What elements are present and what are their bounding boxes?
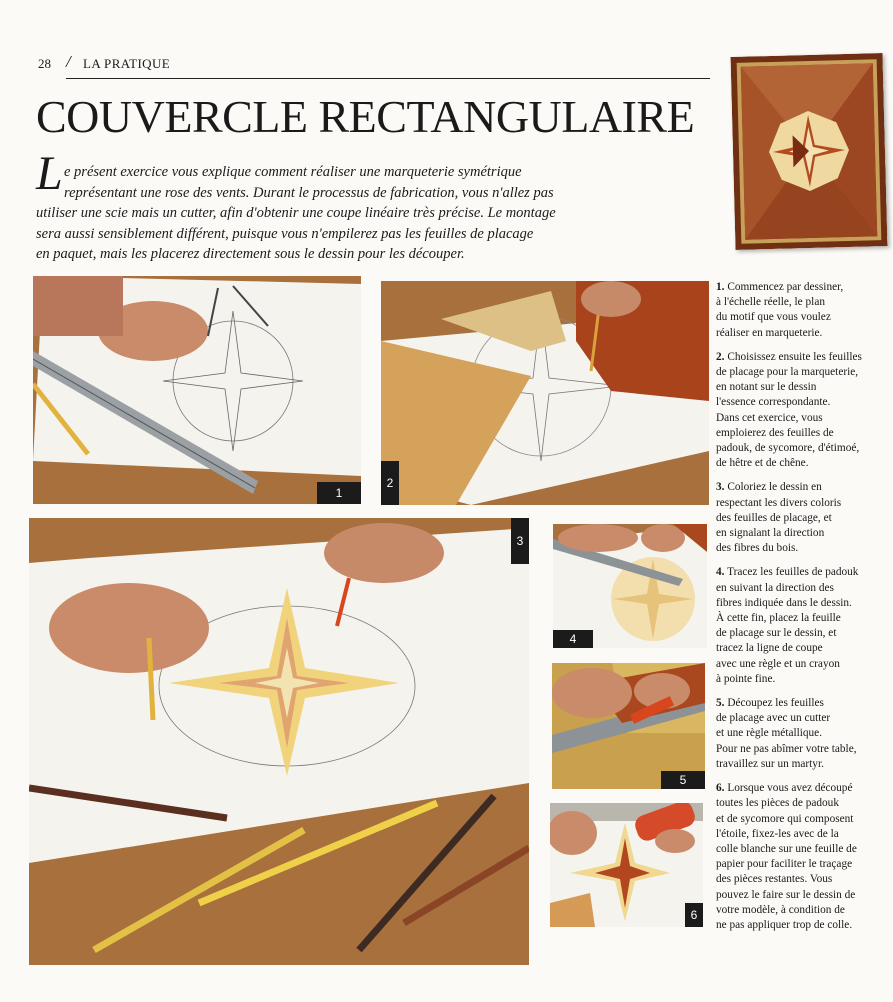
step-line: emploierez des feuilles de: [716, 426, 834, 439]
step-number: 1.: [716, 281, 725, 293]
intro-line: représentant une rose des vents. Durant le processus de fabrication, vous n'allez pas: [64, 184, 554, 201]
step-line: de hêtre et de chêne.: [716, 457, 809, 470]
step-line: travaillez sur un martyr.: [716, 757, 824, 770]
photo-number-tag: 6: [685, 903, 703, 927]
step-line: à l'échelle réelle, le plan: [716, 296, 825, 309]
step-3-photo: [29, 518, 529, 965]
photo-number-tag: 4: [553, 630, 593, 648]
step-line: de placage avec un cutter: [716, 712, 831, 725]
step-line: Dans cet exercice, vous: [716, 411, 823, 424]
step-line: respectant les divers coloris: [716, 496, 842, 509]
step-line: à pointe fine.: [716, 672, 776, 685]
step-line: fibres indiquée dans le dessin.: [716, 596, 852, 609]
step-line: colle blanche sur une feuille de: [716, 842, 857, 855]
intro-paragraph: [36, 162, 576, 265]
intro-line: sera aussi sensiblement différent, puisque vous n'empilerez pas les feuilles de placage: [36, 225, 534, 242]
step-line: Tracez les feuilles de padouk: [727, 566, 859, 579]
finished-box-photo: [730, 53, 887, 250]
step-number: 5.: [716, 697, 725, 710]
step-line: ne pas appliquer trop de colle.: [716, 918, 853, 931]
step-line: en signalant la direction: [716, 527, 825, 540]
steps-column: [716, 280, 886, 942]
section-label: LA PRATIQUE: [83, 56, 171, 71]
step-1: [716, 280, 886, 341]
step-2-photo: [381, 281, 709, 505]
intro-line: utiliser une scie mais un cutter, afin d'obtenir une coupe linéaire très précise. Le montage: [36, 205, 556, 221]
step-line: tracez la ligne de coupe: [716, 642, 823, 655]
intro-dropcap: L: [36, 147, 63, 200]
step-line: des feuilles de placage, et: [716, 511, 832, 524]
step-number: 2.: [716, 350, 725, 363]
step-line: des pièces restantes. Vous: [716, 873, 833, 886]
step-number: 3.: [716, 481, 725, 494]
step-line: de placage pour la marqueterie,: [716, 366, 859, 379]
photo-number-tag: 3: [511, 518, 529, 564]
step-4-photo: [553, 524, 707, 648]
photo-number-tag: 5: [661, 771, 705, 789]
step-6: [716, 781, 886, 933]
step-line: papier pour faciliter le traçage: [716, 858, 853, 871]
step-number: 4.: [716, 566, 725, 579]
page-title: COUVERCLE RECTANGULAIRE: [36, 91, 695, 142]
photo-number-tag: 1: [317, 482, 361, 504]
step-line: À cette fin, placez la feuille: [716, 612, 841, 625]
step-line: des fibres du bois.: [716, 542, 799, 555]
step-line: Découpez les feuilles: [727, 697, 824, 710]
step-line: l'essence correspondante.: [716, 396, 831, 409]
page-number: 28: [38, 56, 51, 71]
photo-number-tag: 2: [381, 461, 399, 505]
step-line: l'étoile, fixez-les avec de la: [716, 827, 839, 840]
intro-line: e présent exercice vous explique comment réaliser une marqueterie symétrique: [64, 164, 522, 180]
step-line: réaliser en marqueterie.: [716, 326, 823, 339]
step-line: en suivant la direction des: [716, 581, 834, 594]
step-6-photo: [550, 803, 703, 927]
step-line: Pour ne pas abîmer votre table,: [716, 742, 857, 755]
step-line: et une règle métallique.: [716, 727, 823, 740]
step-line: toutes les pièces de padouk: [716, 797, 839, 810]
header-slash: /: [66, 52, 71, 71]
step-5-photo: [552, 663, 705, 789]
intro-line: en paquet, mais les placerez directement sous le dessin pour les découper.: [36, 246, 465, 262]
step-3: [716, 480, 886, 556]
step-line: en notant sur le dessin: [716, 381, 817, 394]
step-5: [716, 696, 886, 772]
step-line: Commencez par dessiner,: [727, 281, 844, 293]
step-line: et de sycomore qui composent: [716, 812, 854, 825]
step-line: de placage sur le dessin, et: [716, 627, 837, 640]
step-line: votre modèle, à condition de: [716, 903, 845, 916]
step-line: Lorsque vous avez découpé: [727, 782, 853, 795]
step-line: Choisissez ensuite les feuilles: [727, 350, 862, 363]
step-line: padouk, de sycomore, d'étimoé,: [716, 442, 860, 455]
header-rule: [66, 78, 710, 79]
step-line: Coloriez le dessin en: [727, 481, 822, 494]
step-2: [716, 350, 886, 472]
step-number: 6.: [716, 782, 725, 795]
step-4: [716, 565, 886, 687]
step-line: avec une règle et un crayon: [716, 657, 840, 670]
step-1-photo: [33, 276, 361, 504]
step-line: pouvez le faire sur le dessin de: [716, 888, 856, 901]
step-line: du motif que vous voulez: [716, 311, 831, 324]
